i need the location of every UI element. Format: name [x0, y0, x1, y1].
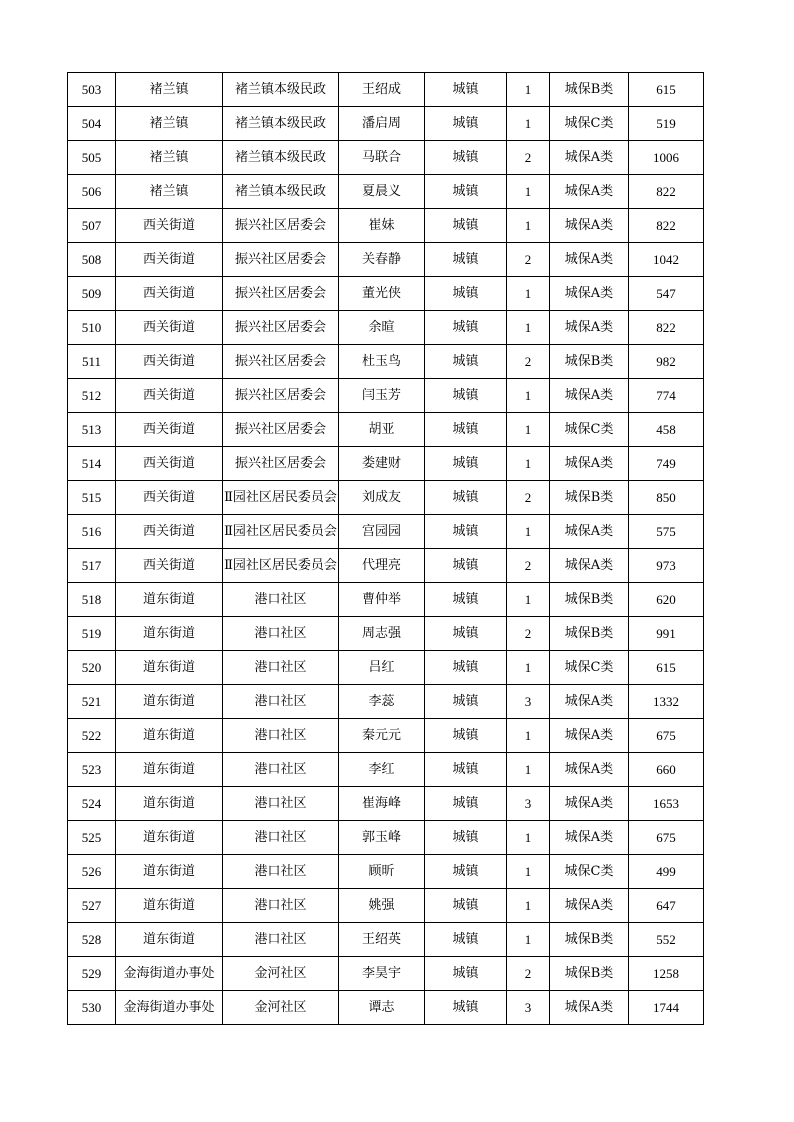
town-cell: 道东街道	[116, 719, 223, 753]
residence-type-cell: 城镇	[425, 141, 507, 175]
residence-type-cell: 城镇	[425, 481, 507, 515]
organization-cell: 港口社区	[223, 719, 339, 753]
assistance-category-cell: 城保A类	[550, 311, 629, 345]
residence-type-cell: 城镇	[425, 209, 507, 243]
residence-type-cell: 城镇	[425, 617, 507, 651]
organization-cell: 振兴社区居委会	[223, 277, 339, 311]
assistance-category-cell: 城保A类	[550, 821, 629, 855]
assistance-category-cell: 城保A类	[550, 685, 629, 719]
assistance-category-cell: 城保A类	[550, 243, 629, 277]
organization-cell: 港口社区	[223, 855, 339, 889]
table-row	[68, 583, 704, 617]
row-number: 503	[68, 73, 116, 107]
organization-cell: 振兴社区居委会	[223, 209, 339, 243]
organization-cell: 振兴社区居委会	[223, 379, 339, 413]
household-count-cell: 1	[507, 583, 550, 617]
town-cell: 西关街道	[116, 549, 223, 583]
assistance-category-cell: 城保C类	[550, 413, 629, 447]
person-name-cell: 吕红	[339, 651, 425, 685]
town-cell: 道东街道	[116, 923, 223, 957]
row-number: 524	[68, 787, 116, 821]
assistance-category-cell: 城保B类	[550, 73, 629, 107]
assistance-category-cell: 城保B类	[550, 923, 629, 957]
table-row	[68, 345, 704, 379]
assistance-category-cell: 城保A类	[550, 991, 629, 1025]
person-name-cell: 崔海峰	[339, 787, 425, 821]
table-row	[68, 107, 704, 141]
household-count-cell: 1	[507, 209, 550, 243]
amount-cell: 991	[629, 617, 704, 651]
organization-cell: 港口社区	[223, 821, 339, 855]
table-row	[68, 141, 704, 175]
residence-type-cell: 城镇	[425, 447, 507, 481]
row-number: 505	[68, 141, 116, 175]
table-row	[68, 617, 704, 651]
assistance-category-cell: 城保A类	[550, 379, 629, 413]
assistance-category-cell: 城保A类	[550, 141, 629, 175]
organization-cell: 港口社区	[223, 617, 339, 651]
row-number: 517	[68, 549, 116, 583]
organization-cell: 港口社区	[223, 685, 339, 719]
organization-cell: 港口社区	[223, 753, 339, 787]
row-number: 511	[68, 345, 116, 379]
person-name-cell: 崔妹	[339, 209, 425, 243]
row-number: 504	[68, 107, 116, 141]
person-name-cell: 潘启周	[339, 107, 425, 141]
row-number: 520	[68, 651, 116, 685]
organization-cell: Ⅱ园社区居民委员会	[223, 549, 339, 583]
household-count-cell: 1	[507, 107, 550, 141]
organization-cell: 振兴社区居委会	[223, 447, 339, 481]
assistance-category-cell: 城保A类	[550, 753, 629, 787]
row-number: 506	[68, 175, 116, 209]
assistance-category-cell: 城保B类	[550, 957, 629, 991]
organization-cell: 褚兰镇本级民政	[223, 107, 339, 141]
person-name-cell: 马联合	[339, 141, 425, 175]
amount-cell: 1042	[629, 243, 704, 277]
row-number: 507	[68, 209, 116, 243]
town-cell: 金海街道办事处	[116, 957, 223, 991]
table-row	[68, 991, 704, 1025]
organization-cell: 港口社区	[223, 787, 339, 821]
roster-body	[68, 73, 704, 1025]
residence-type-cell: 城镇	[425, 243, 507, 277]
table-row	[68, 379, 704, 413]
town-cell: 道东街道	[116, 651, 223, 685]
organization-cell: 褚兰镇本级民政	[223, 141, 339, 175]
residence-type-cell: 城镇	[425, 549, 507, 583]
organization-cell: Ⅱ园社区居民委员会	[223, 515, 339, 549]
assistance-category-cell: 城保C类	[550, 651, 629, 685]
amount-cell: 547	[629, 277, 704, 311]
person-name-cell: 郭玉峰	[339, 821, 425, 855]
town-cell: 道东街道	[116, 821, 223, 855]
town-cell: 西关街道	[116, 413, 223, 447]
person-name-cell: 娄建财	[339, 447, 425, 481]
row-number: 529	[68, 957, 116, 991]
table-row	[68, 787, 704, 821]
organization-cell: 振兴社区居委会	[223, 413, 339, 447]
amount-cell: 1006	[629, 141, 704, 175]
assistance-category-cell: 城保A类	[550, 719, 629, 753]
row-number: 512	[68, 379, 116, 413]
residence-type-cell: 城镇	[425, 107, 507, 141]
person-name-cell: 闫玉芳	[339, 379, 425, 413]
organization-cell: 振兴社区居委会	[223, 243, 339, 277]
table-row	[68, 413, 704, 447]
amount-cell: 675	[629, 719, 704, 753]
household-count-cell: 1	[507, 175, 550, 209]
town-cell: 道东街道	[116, 685, 223, 719]
assistance-category-cell: 城保A类	[550, 889, 629, 923]
town-cell: 道东街道	[116, 889, 223, 923]
row-number: 525	[68, 821, 116, 855]
residence-type-cell: 城镇	[425, 923, 507, 957]
person-name-cell: 顾昕	[339, 855, 425, 889]
organization-cell: 港口社区	[223, 889, 339, 923]
table-row	[68, 855, 704, 889]
table-row	[68, 821, 704, 855]
household-count-cell: 1	[507, 821, 550, 855]
assistance-category-cell: 城保A类	[550, 787, 629, 821]
person-name-cell: 周志强	[339, 617, 425, 651]
amount-cell: 620	[629, 583, 704, 617]
table-row	[68, 447, 704, 481]
organization-cell: 港口社区	[223, 923, 339, 957]
person-name-cell: 杜玉鸟	[339, 345, 425, 379]
residence-type-cell: 城镇	[425, 515, 507, 549]
household-count-cell: 3	[507, 991, 550, 1025]
table-row	[68, 73, 704, 107]
town-cell: 西关街道	[116, 243, 223, 277]
residence-type-cell: 城镇	[425, 957, 507, 991]
amount-cell: 850	[629, 481, 704, 515]
residence-type-cell: 城镇	[425, 175, 507, 209]
assistance-category-cell: 城保B类	[550, 481, 629, 515]
town-cell: 西关街道	[116, 345, 223, 379]
amount-cell: 552	[629, 923, 704, 957]
table-row	[68, 753, 704, 787]
amount-cell: 973	[629, 549, 704, 583]
table-row	[68, 957, 704, 991]
residence-type-cell: 城镇	[425, 345, 507, 379]
town-cell: 褚兰镇	[116, 73, 223, 107]
town-cell: 道东街道	[116, 787, 223, 821]
residence-type-cell: 城镇	[425, 753, 507, 787]
town-cell: 道东街道	[116, 583, 223, 617]
person-name-cell: 谭志	[339, 991, 425, 1025]
household-count-cell: 2	[507, 141, 550, 175]
town-cell: 褚兰镇	[116, 107, 223, 141]
person-name-cell: 王绍成	[339, 73, 425, 107]
table-row	[68, 719, 704, 753]
household-count-cell: 1	[507, 923, 550, 957]
table-row	[68, 209, 704, 243]
table-row	[68, 923, 704, 957]
household-count-cell: 1	[507, 73, 550, 107]
household-count-cell: 1	[507, 753, 550, 787]
person-name-cell: 胡亚	[339, 413, 425, 447]
residence-type-cell: 城镇	[425, 855, 507, 889]
row-number: 519	[68, 617, 116, 651]
amount-cell: 749	[629, 447, 704, 481]
household-count-cell: 1	[507, 889, 550, 923]
table-row	[68, 243, 704, 277]
amount-cell: 575	[629, 515, 704, 549]
town-cell: 西关街道	[116, 311, 223, 345]
person-name-cell: 李蕊	[339, 685, 425, 719]
row-number: 530	[68, 991, 116, 1025]
organization-cell: 金河社区	[223, 957, 339, 991]
row-number: 526	[68, 855, 116, 889]
row-number: 518	[68, 583, 116, 617]
amount-cell: 1744	[629, 991, 704, 1025]
household-count-cell: 1	[507, 379, 550, 413]
organization-cell: Ⅱ园社区居民委员会	[223, 481, 339, 515]
residence-type-cell: 城镇	[425, 889, 507, 923]
organization-cell: 振兴社区居委会	[223, 345, 339, 379]
table-row	[68, 889, 704, 923]
residence-type-cell: 城镇	[425, 277, 507, 311]
table-row	[68, 175, 704, 209]
household-count-cell: 1	[507, 447, 550, 481]
household-count-cell: 1	[507, 719, 550, 753]
town-cell: 道东街道	[116, 753, 223, 787]
household-count-cell: 3	[507, 787, 550, 821]
person-name-cell: 李昊宇	[339, 957, 425, 991]
household-count-cell: 2	[507, 243, 550, 277]
amount-cell: 660	[629, 753, 704, 787]
amount-cell: 822	[629, 175, 704, 209]
organization-cell: 港口社区	[223, 583, 339, 617]
household-count-cell: 1	[507, 277, 550, 311]
town-cell: 西关街道	[116, 447, 223, 481]
person-name-cell: 代理亮	[339, 549, 425, 583]
row-number: 523	[68, 753, 116, 787]
assistance-category-cell: 城保B类	[550, 617, 629, 651]
row-number: 508	[68, 243, 116, 277]
residence-type-cell: 城镇	[425, 685, 507, 719]
person-name-cell: 董光侠	[339, 277, 425, 311]
town-cell: 西关街道	[116, 481, 223, 515]
amount-cell: 1332	[629, 685, 704, 719]
assistance-category-cell: 城保A类	[550, 549, 629, 583]
assistance-category-cell: 城保A类	[550, 175, 629, 209]
subsidy-roster-table	[67, 72, 704, 1025]
amount-cell: 822	[629, 209, 704, 243]
town-cell: 褚兰镇	[116, 175, 223, 209]
town-cell: 道东街道	[116, 855, 223, 889]
assistance-category-cell: 城保A类	[550, 209, 629, 243]
person-name-cell: 余暄	[339, 311, 425, 345]
amount-cell: 499	[629, 855, 704, 889]
person-name-cell: 姚强	[339, 889, 425, 923]
amount-cell: 774	[629, 379, 704, 413]
household-count-cell: 2	[507, 957, 550, 991]
row-number: 521	[68, 685, 116, 719]
table-row	[68, 515, 704, 549]
table-row	[68, 549, 704, 583]
organization-cell: 褚兰镇本级民政	[223, 175, 339, 209]
row-number: 513	[68, 413, 116, 447]
residence-type-cell: 城镇	[425, 379, 507, 413]
residence-type-cell: 城镇	[425, 413, 507, 447]
residence-type-cell: 城镇	[425, 821, 507, 855]
amount-cell: 615	[629, 651, 704, 685]
table-row	[68, 481, 704, 515]
town-cell: 西关街道	[116, 379, 223, 413]
person-name-cell: 夏晨义	[339, 175, 425, 209]
household-count-cell: 3	[507, 685, 550, 719]
town-cell: 金海街道办事处	[116, 991, 223, 1025]
organization-cell: 金河社区	[223, 991, 339, 1025]
amount-cell: 1258	[629, 957, 704, 991]
amount-cell: 982	[629, 345, 704, 379]
organization-cell: 振兴社区居委会	[223, 311, 339, 345]
row-number: 527	[68, 889, 116, 923]
person-name-cell: 关春静	[339, 243, 425, 277]
amount-cell: 647	[629, 889, 704, 923]
household-count-cell: 2	[507, 345, 550, 379]
amount-cell: 1653	[629, 787, 704, 821]
residence-type-cell: 城镇	[425, 73, 507, 107]
assistance-category-cell: 城保C类	[550, 107, 629, 141]
table-row	[68, 277, 704, 311]
town-cell: 道东街道	[116, 617, 223, 651]
amount-cell: 822	[629, 311, 704, 345]
town-cell: 褚兰镇	[116, 141, 223, 175]
row-number: 509	[68, 277, 116, 311]
person-name-cell: 刘成友	[339, 481, 425, 515]
row-number: 514	[68, 447, 116, 481]
residence-type-cell: 城镇	[425, 651, 507, 685]
household-count-cell: 2	[507, 481, 550, 515]
row-number: 522	[68, 719, 116, 753]
assistance-category-cell: 城保C类	[550, 855, 629, 889]
household-count-cell: 1	[507, 855, 550, 889]
organization-cell: 港口社区	[223, 651, 339, 685]
household-count-cell: 2	[507, 617, 550, 651]
household-count-cell: 1	[507, 651, 550, 685]
household-count-cell: 2	[507, 549, 550, 583]
town-cell: 西关街道	[116, 209, 223, 243]
town-cell: 西关街道	[116, 277, 223, 311]
amount-cell: 458	[629, 413, 704, 447]
amount-cell: 675	[629, 821, 704, 855]
amount-cell: 519	[629, 107, 704, 141]
row-number: 528	[68, 923, 116, 957]
person-name-cell: 秦元元	[339, 719, 425, 753]
organization-cell: 褚兰镇本级民政	[223, 73, 339, 107]
person-name-cell: 王绍英	[339, 923, 425, 957]
assistance-category-cell: 城保B类	[550, 583, 629, 617]
person-name-cell: 曹仲举	[339, 583, 425, 617]
table-row	[68, 685, 704, 719]
residence-type-cell: 城镇	[425, 583, 507, 617]
assistance-category-cell: 城保A类	[550, 447, 629, 481]
assistance-category-cell: 城保B类	[550, 345, 629, 379]
row-number: 510	[68, 311, 116, 345]
table-row	[68, 651, 704, 685]
table-row	[68, 311, 704, 345]
residence-type-cell: 城镇	[425, 991, 507, 1025]
town-cell: 西关街道	[116, 515, 223, 549]
household-count-cell: 1	[507, 311, 550, 345]
person-name-cell: 宫园园	[339, 515, 425, 549]
amount-cell: 615	[629, 73, 704, 107]
person-name-cell: 李红	[339, 753, 425, 787]
row-number: 515	[68, 481, 116, 515]
residence-type-cell: 城镇	[425, 311, 507, 345]
assistance-category-cell: 城保A类	[550, 277, 629, 311]
residence-type-cell: 城镇	[425, 787, 507, 821]
household-count-cell: 1	[507, 413, 550, 447]
assistance-category-cell: 城保A类	[550, 515, 629, 549]
residence-type-cell: 城镇	[425, 719, 507, 753]
household-count-cell: 1	[507, 515, 550, 549]
row-number: 516	[68, 515, 116, 549]
